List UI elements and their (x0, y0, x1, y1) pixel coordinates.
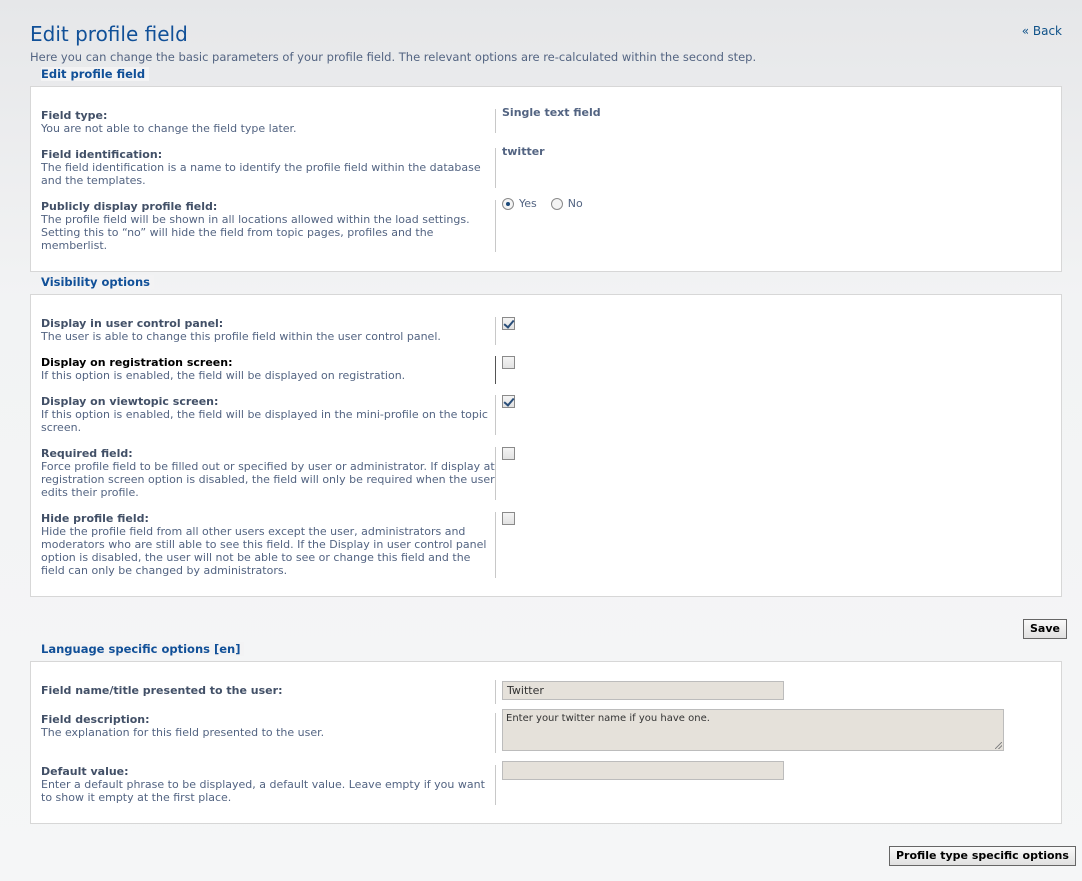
field-type-desc: You are not able to change the field type later. (41, 122, 297, 135)
field-desc-row (41, 713, 1051, 753)
section-legend-edit: Edit profile field (41, 67, 149, 81)
edit-profile-panel (30, 86, 1062, 272)
required-label: Required field: (41, 447, 133, 460)
registration-desc: If this option is enabled, the field will be displayed on registration. (41, 369, 406, 382)
public-display-desc: The profile field will be shown in all locations allowed within the load settings. Setting this to “no” will hide the field from topic pages, profiles and the memberlist. (41, 213, 470, 252)
section-legend-language: Language specific options [en] (41, 642, 244, 656)
required-checkbox[interactable] (502, 447, 515, 460)
public-display-row (41, 197, 1051, 252)
hide-checkbox[interactable] (502, 512, 515, 525)
ucp-checkbox[interactable] (502, 317, 515, 330)
registration-label: Display on registration screen: (41, 356, 233, 369)
required-row (41, 447, 1051, 500)
field-desc-label: Field description: (41, 713, 150, 726)
field-type-value: Single text field (502, 106, 601, 119)
radio-unselected-icon[interactable] (551, 198, 563, 210)
field-ident-label: Field identification: (41, 148, 163, 161)
public-display-label: Publicly display profile field: (41, 200, 218, 213)
viewtopic-desc: If this option is enabled, the field will be displayed in the mini-profile on the topic screen. (41, 408, 488, 434)
field-name-row (41, 680, 1051, 704)
profile-type-options-button[interactable]: Profile type specific options (889, 846, 1076, 866)
hide-label: Hide profile field: (41, 512, 149, 525)
back-link[interactable]: « Back (1021, 24, 1062, 38)
default-value-desc: Enter a default phrase to be displayed, a default value. Leave empty if you want to show it empty at the first place. (41, 778, 485, 804)
language-panel (30, 661, 1062, 824)
ucp-label: Display in user control panel: (41, 317, 224, 330)
field-description-textarea[interactable] (502, 709, 1004, 751)
field-name-label: Field name/title presented to the user: (41, 684, 283, 697)
public-display-yes-label: Yes (519, 197, 537, 210)
field-desc-desc: The explanation for this field presented to the user. (41, 726, 325, 739)
viewtopic-label: Display on viewtopic screen: (41, 395, 219, 408)
visibility-panel (30, 294, 1062, 597)
hide-desc: Hide the profile field from all other users except the user, administrators and moderators who are still able to see this field. If the Display in user control panel option is disabled, the user will not be able to see or change this field and the field can only be changed by administrators. (41, 525, 487, 577)
section-legend-visibility: Visibility options (41, 275, 154, 289)
viewtopic-checkbox[interactable] (502, 395, 515, 408)
registration-checkbox[interactable] (502, 356, 515, 369)
save-button[interactable]: Save (1023, 619, 1067, 639)
page-title: Edit profile field (30, 22, 188, 46)
field-ident-row (41, 145, 1051, 188)
field-ident-value: twitter (502, 145, 545, 158)
default-value-label: Default value: (41, 765, 129, 778)
default-value-row (41, 765, 1051, 805)
viewtopic-row (41, 395, 1051, 435)
field-ident-desc: The field identification is a name to identify the profile field within the database and the templates. (41, 161, 481, 187)
field-type-row (41, 106, 1051, 139)
default-value-input[interactable] (502, 761, 784, 780)
hide-row (41, 512, 1051, 578)
field-description-text: Enter your twitter name if you have one. (506, 713, 710, 724)
public-display-no-radio[interactable] (551, 197, 583, 210)
field-name-input[interactable]: Twitter (502, 681, 784, 700)
registration-row (41, 356, 1051, 384)
required-desc: Force profile field to be filled out or specified by user or administrator. If display at registration screen option is disabled, the field will only be required when the user edits their profile. (41, 460, 495, 499)
public-display-no-label: No (567, 197, 583, 210)
public-display-yes-radio[interactable] (502, 197, 537, 210)
resize-grip-icon[interactable] (995, 742, 1002, 749)
radio-selected-icon[interactable] (502, 198, 514, 210)
ucp-desc: The user is able to change this profile field within the user control panel. (41, 330, 441, 343)
intro-text: Here you can change the basic parameters of your profile field. The relevant options are re-calculated within the second step. (30, 50, 757, 64)
field-type-label: Field type: (41, 109, 108, 122)
ucp-row (41, 317, 1051, 345)
